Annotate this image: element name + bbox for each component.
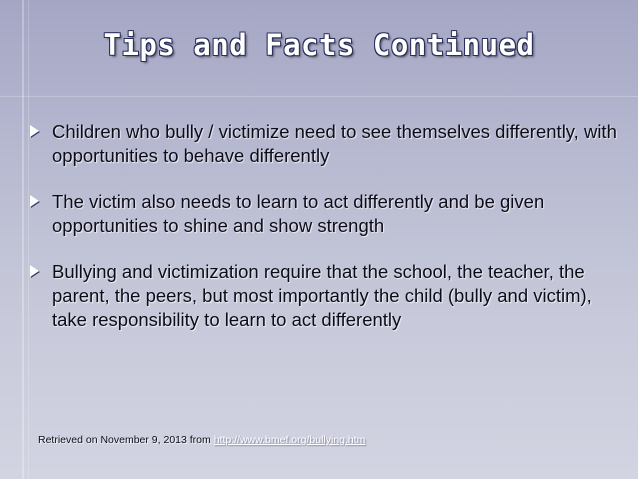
bullet-item	[30, 120, 630, 168]
citation-link[interactable]: http://www.bmef.org/bullying.htm	[213, 434, 366, 446]
bullet-text: Bullying and victimization require that the school, the teacher, the parent, the peers, but most importantly the child (bully and victim), take responsibility to learn to act differently	[52, 261, 592, 330]
citation-text: Retrieved on November 9, 2013 from	[38, 434, 211, 446]
bullet-item	[30, 190, 630, 238]
bullet-list	[30, 120, 630, 354]
bullet-text: The victim also needs to learn to act differently and be given opportunities to shine and show strength	[52, 191, 545, 236]
triangle-bullet-icon	[30, 195, 39, 207]
bullet-text: Children who bully / victimize need to see themselves differently, with opportunities to behave differently	[52, 121, 617, 166]
decorative-vertical-line	[22, 0, 24, 479]
citation	[38, 434, 365, 446]
triangle-bullet-icon	[30, 125, 39, 137]
slide-title: Tips and Facts Continued	[103, 28, 535, 62]
bullet-item	[30, 260, 630, 332]
decorative-vertical-line	[28, 0, 29, 479]
decorative-horizontal-line	[0, 96, 638, 97]
triangle-bullet-icon	[30, 265, 39, 277]
